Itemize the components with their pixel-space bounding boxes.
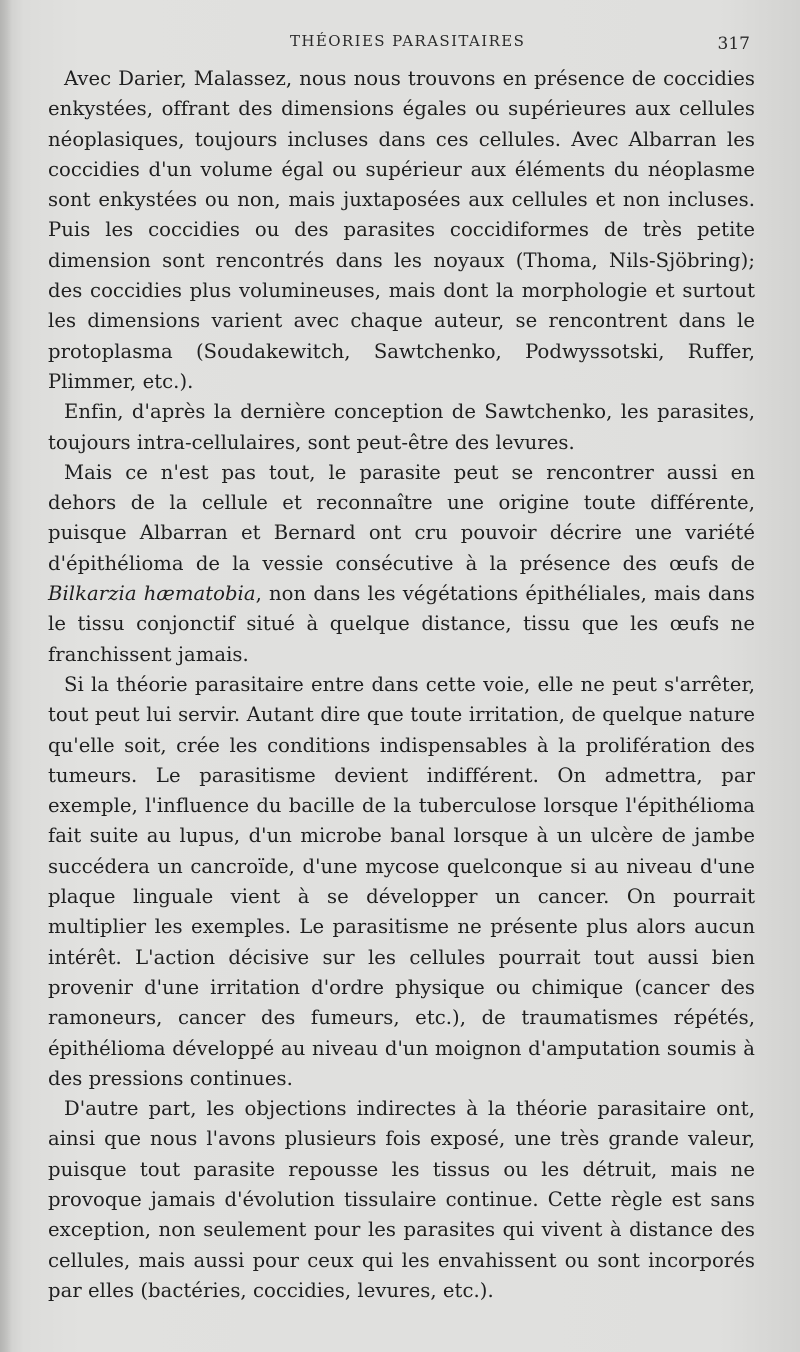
- paragraph-text: Mais ce n'est pas tout, le parasite peut se rencontrer aussi en dehors de la cellule et reconnaître une origine toute différente, puisque Albarran et Bernard ont cru pouvoir décrire une variété d'épithélioma de la vessie consécutive à la présence des œufs de: [48, 460, 755, 575]
- paragraph: Enfin, d'après la dernière conception de Sawtchenko, les parasites, toujours intra-cellulaires, sont peut-être des levures.: [48, 400, 755, 454]
- species-name: Bilkarzia hæmatobia: [48, 582, 256, 606]
- page-header: [0, 30, 800, 60]
- paragraph: Avec Darier, Malassez, nous nous trouvons en présence de coccidies enkystées, offrant des dimensions égales ou supérieures aux cellules néoplasiques, toujours incluses dans ces cellules. Avec Albarran les coccidies d'un volume égal ou supérieur aux éléments du néoplasme sont enkystées ou non, mais juxtaposées aux cellules et non incluses. Puis les coccidies ou des parasites coccidiformes de très petite dimension sont rencontrés dans les noyaux (Thoma, Nils-Sjöbring); des coccidies plus volumineuses, mais dont la morphologie et surtout les dimensions varient avec chaque auteur, se rencontrent dans le protoplasma (Soudakewitch, Sawtchenko, Podwyssotski, Ruffer, Plimmer, etc.).: [48, 67, 755, 393]
- paragraph: [48, 458, 755, 670]
- paragraph-text: , non dans les végétations épithéliales, mais dans le tissu conjonctif situé à quelque distance, tissu que les œufs ne franchissent jamais.: [48, 582, 755, 666]
- paragraph: D'autre part, les objections indirectes à la théorie parasitaire ont, ainsi que nous l'avons plusieurs fois exposé, une très grande valeur, puisque tout parasite repousse les tissus ou les détruit, mais ne provoque jamais d'évolution tissulaire continue. Cette règle est sans exception, non seulement pour les parasites qui vivent à distance des cellules, mais aussi pour ceux qui les envahissent ou sont incorporés par elles (bactéries, coccidies, levures, etc.).: [48, 1097, 755, 1302]
- page-number: 317: [717, 34, 750, 54]
- body-text: [48, 64, 755, 1306]
- running-title: THÉORIES PARASITAIRES: [290, 32, 526, 50]
- paragraph: Si la théorie parasitaire entre dans cette voie, elle ne peut s'arrêter, tout peut lui servir. Autant dire que toute irritation, de quelque nature qu'elle soit, crée les conditions indispensables à la prolifération des tumeurs. Le parasitisme devient indifférent. On admettra, par exemple, l'influence du bacille de la tuberculose lorsque l'épithélioma fait suite au lupus, d'un microbe banal lorsque à un ulcère de jambe succédera un cancroïde, d'une mycose quelconque si au niveau d'une plaque linguale vient à se développer un cancer. On pourrait multiplier les exemples. Le parasitisme ne présente plus alors aucun intérêt. L'action décisive sur les cellules pourrait tout aussi bien provenir d'une irritation d'ordre physique ou chimique (cancer des ramoneurs, cancer des fumeurs, etc.), de traumatismes répétés, épithélioma développé au niveau d'un moignon d'amputation soumis à des pressions continues.: [48, 672, 755, 1090]
